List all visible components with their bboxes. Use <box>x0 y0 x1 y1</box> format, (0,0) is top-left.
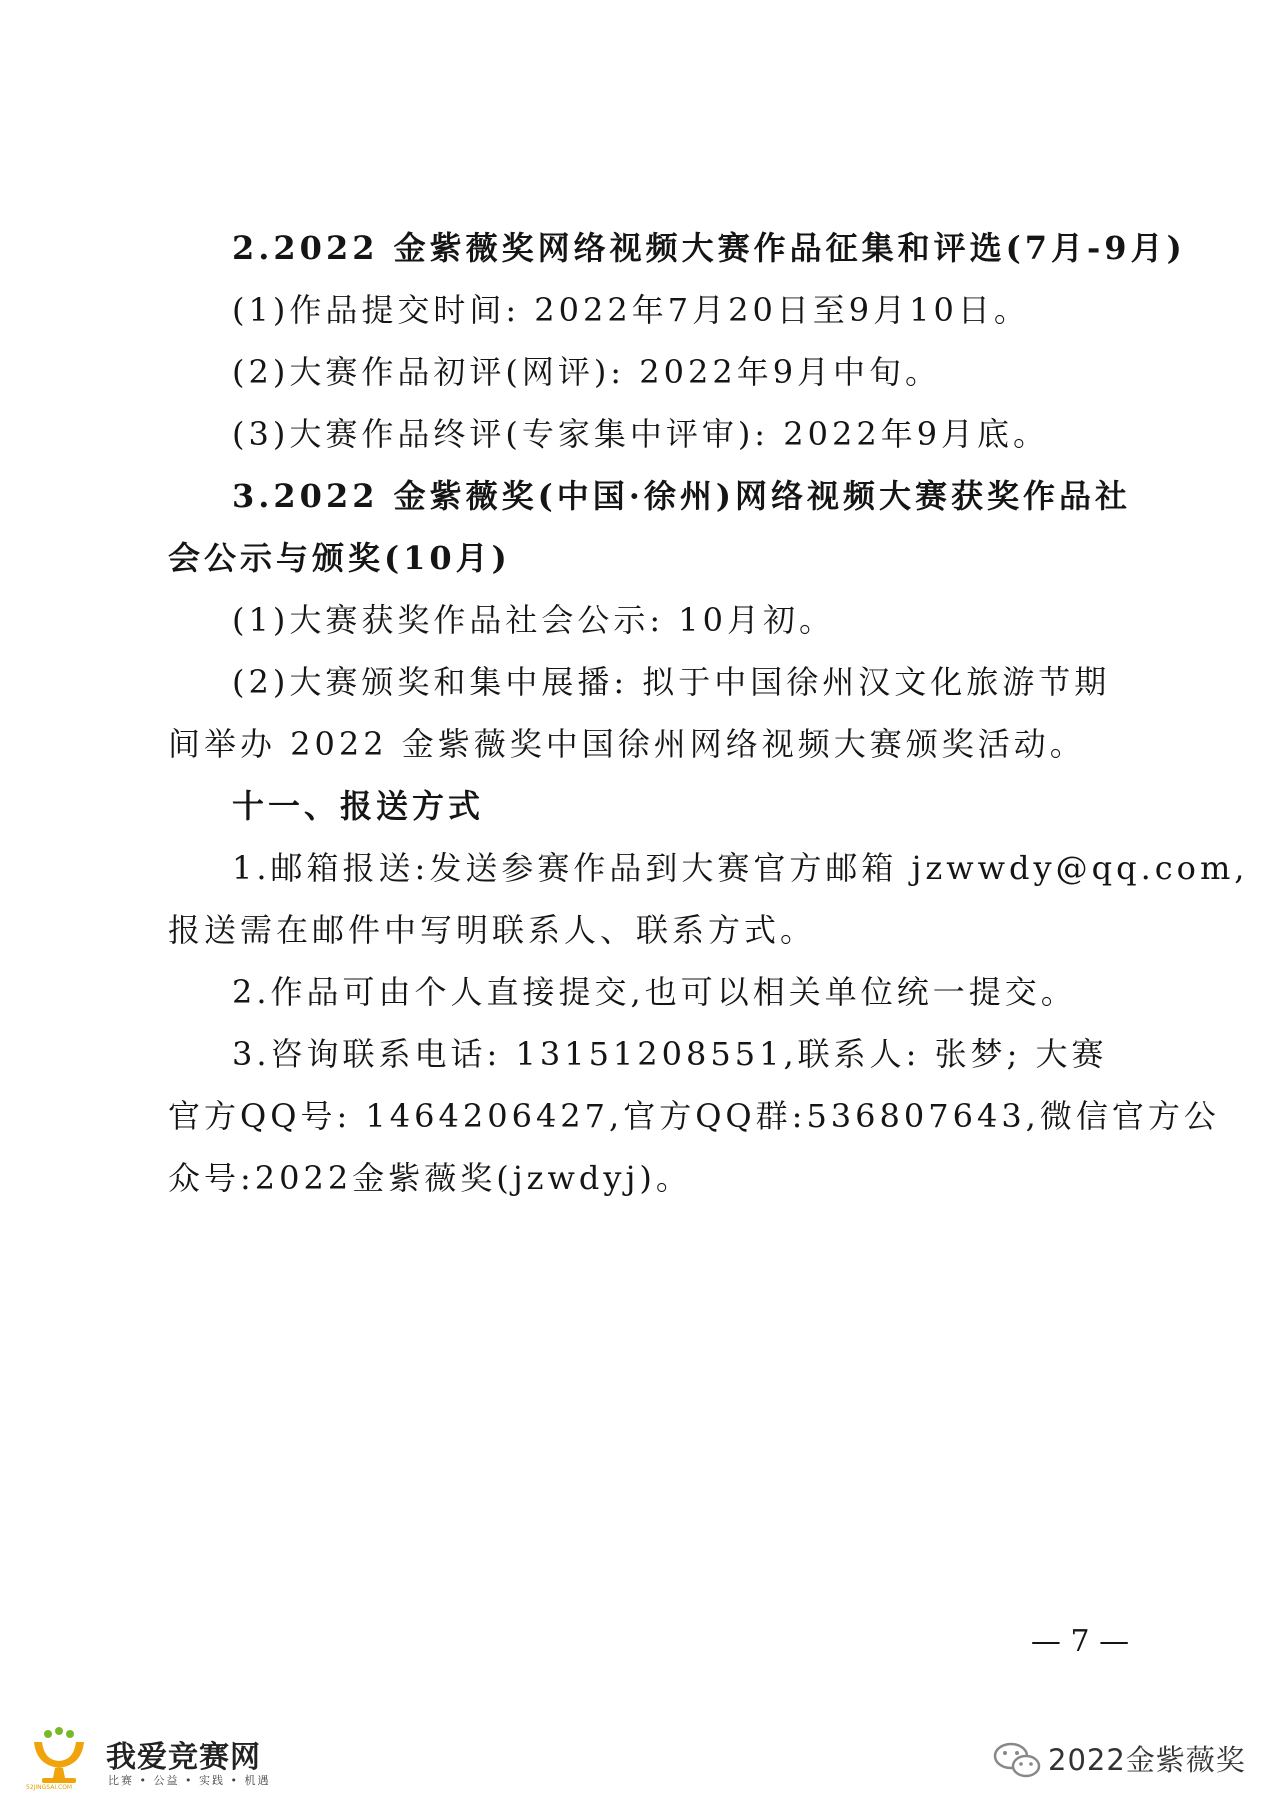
page-number: — 7 — <box>1030 1624 1130 1659</box>
section2-item-3: (3)大赛作品终评(专家集中评审): 2022年9月底。 <box>232 415 1050 453</box>
section2-item-1: (1)作品提交时间: 2022年7月20日至9月10日。 <box>232 291 1030 329</box>
logo-title: 我爱竞赛网 <box>106 1740 261 1775</box>
section3-heading-line2: 会公示与颁奖(10月) <box>168 539 511 577</box>
submit-item-3-line3: 众号:2022金紫薇奖(jzwdyj)。 <box>168 1159 692 1197</box>
section3-item-2-line2: 间举办 2022 金紫薇奖中国徐州网络视频大赛颁奖活动。 <box>168 725 1086 763</box>
section3-heading-line1: 3.2022 金紫薇奖(中国·徐州)网络视频大赛获奖作品社 <box>232 477 1132 515</box>
submit-item-2: 2.作品可由个人直接提交,也可以相关单位统一提交。 <box>232 973 1077 1011</box>
logo-url: 52JINGSAI.COM <box>26 1784 73 1791</box>
submit-item-1-line2: 报送需在邮件中写明联系人、联系方式。 <box>168 911 817 949</box>
section11-heading: 十一、报送方式 <box>232 787 485 825</box>
site-logo <box>24 1726 324 1796</box>
wechat-watermark <box>992 1734 1280 1784</box>
submit-item-3-line1: 3.咨询联系电话: 13151208551,联系人: 张梦; 大赛 <box>232 1035 1108 1073</box>
submit-item-1-line1: 1.邮箱报送:发送参赛作品到大赛官方邮箱 jzwwdy@qq.com, <box>232 849 1249 887</box>
section3-item-1: (1)大赛获奖作品社会公示: 10月初。 <box>232 601 836 639</box>
section2-heading: 2.2022 金紫薇奖网络视频大赛作品征集和评选(7月-9月) <box>232 229 1186 267</box>
logo-subtitle: 比赛 • 公益 • 实践 • 机遇 <box>108 1774 271 1787</box>
submit-item-3-line2: 官方QQ号: 1464206427,官方QQ群:536807643,微信官方公 <box>168 1097 1220 1135</box>
wechat-account-name: 2022金紫薇奖 <box>1048 1743 1246 1777</box>
section2-item-2: (2)大赛作品初评(网评): 2022年9月中旬。 <box>232 353 942 391</box>
wechat-icon <box>992 1740 1044 1780</box>
section3-item-2-line1: (2)大赛颁奖和集中展播: 拟于中国徐州汉文化旅游节期 <box>232 663 1111 701</box>
